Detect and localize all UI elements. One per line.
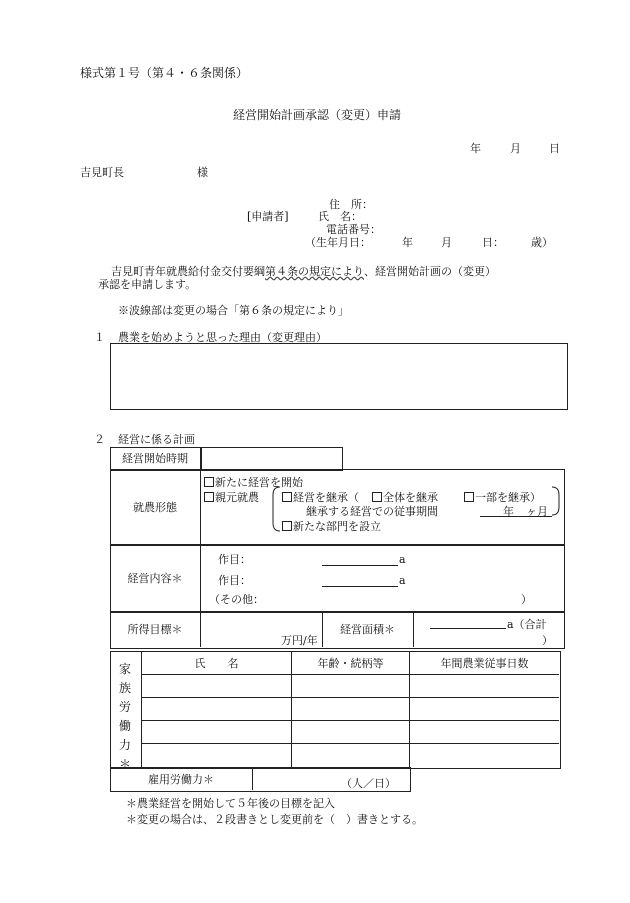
crop1-label: 作目：	[218, 553, 251, 566]
period-year: 年	[503, 505, 514, 518]
checkbox-part[interactable]	[464, 492, 474, 502]
income-unit: 万円/年	[281, 634, 318, 647]
birth-year: 年	[402, 236, 413, 249]
addressee-sama: 様	[197, 166, 208, 179]
inherit-period-label: 継承する経営での従事期間	[306, 505, 438, 518]
opt-new-dept[interactable]	[282, 518, 381, 534]
farming-form-label: 就農形態	[133, 500, 177, 514]
divider	[252, 767, 253, 790]
opt-new-dept-label: 新たな部門を設立	[293, 520, 381, 533]
date-month: 月	[510, 142, 521, 155]
checkbox-inherit[interactable]	[282, 492, 292, 502]
other-label: （その他：	[209, 593, 264, 606]
crop1-area-input[interactable]	[322, 551, 398, 566]
row-divider	[141, 697, 559, 698]
divider	[200, 611, 201, 647]
applicant-phone-label: 電話番号：	[326, 223, 381, 236]
hired-labor-label: 雇用労働力＊	[148, 772, 214, 786]
applicant-address-label: 住 所：	[329, 198, 373, 211]
crop1-unit: a	[399, 553, 406, 566]
area-close: ）	[542, 634, 553, 647]
crop2-area-input[interactable]	[322, 572, 398, 587]
opt-part-label: 一部を継承）	[475, 491, 541, 504]
area-unit: a（合計	[507, 618, 547, 631]
opt-new-label: 新たに経営を開始	[215, 476, 303, 489]
footnote-1: ＊農業経営を開始して５年後の目標を記入	[126, 797, 335, 810]
section1-title: 農業を始めようと思った理由（変更理由）	[118, 331, 327, 344]
body-line1-wavy: 第４条の規定により	[265, 265, 364, 278]
checkbox-parent[interactable]	[204, 492, 214, 502]
section1-number: １	[94, 331, 105, 344]
start-period-input[interactable]	[200, 447, 343, 471]
form-number: 様式第１号（第４・６条関係）	[80, 66, 249, 80]
wavy-note: ※波線部は変更の場合「第６条の規定により」	[118, 304, 349, 317]
content-label: 経営内容＊	[127, 571, 183, 585]
body-line1-pre: 吉見町青年就農給付金交付要綱	[111, 265, 265, 278]
opt-parent[interactable]	[204, 489, 259, 505]
divider	[413, 611, 414, 647]
hired-labor-unit: （人／日）	[341, 777, 396, 790]
body-line2: 承認を申請します。	[98, 278, 197, 291]
crop2-label: 作目：	[218, 574, 251, 587]
opt-inherit-label: 経営を継承（	[293, 491, 359, 504]
checkbox-new-dept[interactable]	[282, 521, 292, 531]
birth-month: 月	[441, 236, 452, 249]
family-labor-label: 家族労働力＊	[118, 662, 131, 771]
row-divider	[141, 720, 559, 721]
col-name: 氏 名	[194, 656, 239, 670]
crop2-unit: a	[399, 574, 406, 587]
start-period-label: 経営開始時期	[122, 452, 188, 465]
page-title: 経営開始計画承認（変更）申請	[233, 108, 402, 122]
opt-all-label: 全体を継承	[383, 491, 438, 504]
opt-parent-label: 親元就農	[215, 491, 259, 504]
row-divider	[141, 743, 559, 744]
col-age: 年齢・続柄等	[317, 656, 384, 670]
area-input[interactable]	[430, 615, 506, 629]
footnote-2: ＊変更の場合は、２段書きとし変更前を（ ）書きとする。	[126, 813, 423, 826]
addressee-mayor: 吉見町長	[80, 166, 124, 179]
birth-day: 日：	[482, 236, 504, 249]
checkbox-all[interactable]	[372, 492, 382, 502]
applicant-label: [申請者]	[247, 210, 289, 223]
body-line1-post: 、経営開始計画の（変更）	[364, 265, 496, 278]
period-month: ヶ月	[526, 505, 548, 518]
reason-box[interactable]	[110, 343, 568, 410]
divider	[200, 469, 201, 544]
section2-title: 経営に係る計画	[118, 433, 195, 446]
section2-number: ２	[94, 433, 105, 446]
checkbox-new[interactable]	[204, 477, 214, 487]
divider	[200, 544, 201, 611]
area-label: 経営面積＊	[340, 623, 395, 636]
applicant-birth-label: （生年月日：	[305, 236, 371, 249]
row-divider	[141, 674, 559, 675]
date-day: 日	[549, 142, 560, 155]
date-year: 年	[470, 142, 481, 155]
other-close: ）	[521, 593, 532, 606]
age-label: 歳）	[531, 236, 553, 249]
applicant-name-label: 氏 名：	[318, 210, 362, 223]
income-label: 所得目標＊	[127, 623, 183, 636]
col-days: 年間農業従事日数	[440, 656, 529, 670]
